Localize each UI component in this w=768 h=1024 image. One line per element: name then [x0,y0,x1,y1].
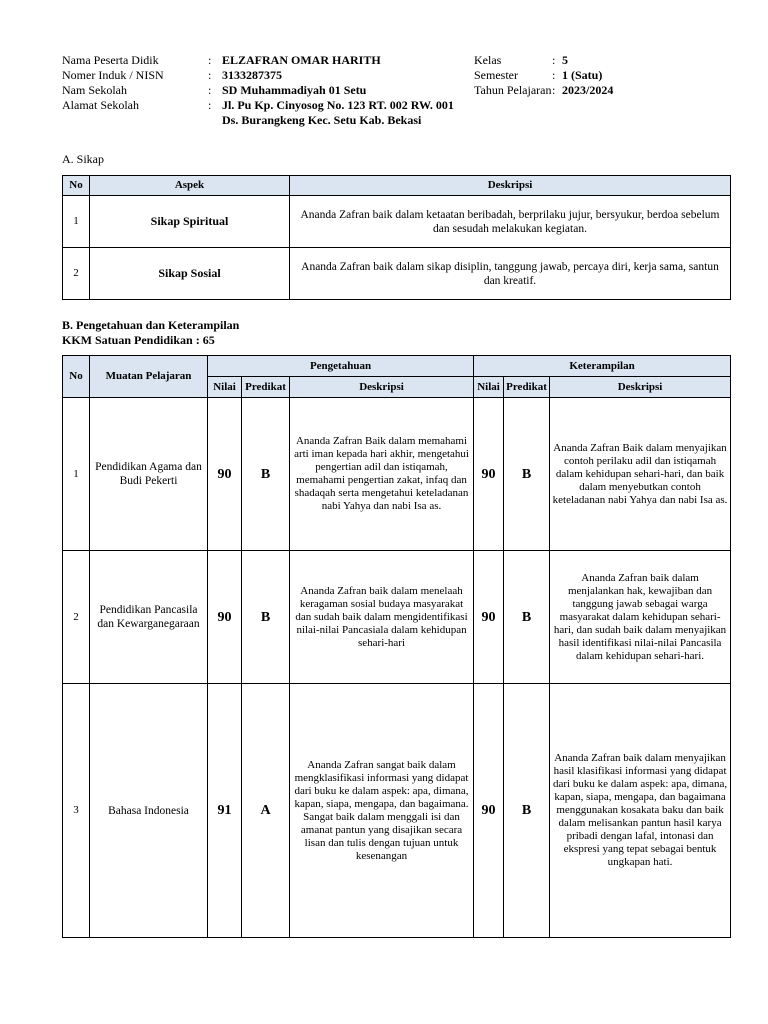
identity-row-alamat [62,98,682,113]
pengetahuan-header-deskripsi: Deskripsi [290,377,474,398]
nilai-header-row-1 [63,356,731,377]
keterampilan-header-deskripsi: Deskripsi [550,377,731,398]
tahun-separator: : [552,83,556,97]
nama-label: Nama Peserta Didik [62,53,159,67]
keterampilan-deskripsi: Ananda Zafran baik dalam menjalankan hak, kewajiban dan tanggung jawab sebagai warga masyarakat dalam kehidupan sehari-hari, dan sudah baik dalam menyajikan hasil identifikasi nilai-nilai Pancasila dalam kehidupan sehari-hari. [550,551,731,684]
identity-row-sekolah [62,83,682,98]
sikap-table [62,175,731,300]
nilai-header-muatan: Muatan Pelajaran [90,356,208,398]
mapel-no: 2 [63,551,90,684]
sekolah-value: SD Muhammadiyah 01 Setu [222,83,367,97]
nisn-separator: : [208,68,212,82]
keterampilan-deskripsi: Ananda Zafran Baik dalam menyajikan contoh perilaku adil dan istiqamah dalam kehidupan sehari-hari, dan baik dalam menyebutkan contoh keteladanan nabi Yahya dan nabi Isa as. [550,398,731,551]
pengetahuan-deskripsi: Ananda Zafran baik dalam menelaah keragaman sosial budaya masyarakat dan sudah baik dalam mengidentifikasi nilai-nilai Pancasiala dalam kehidupan sehari-hari [290,551,474,684]
nama-value: ELZAFRAN OMAR HARITH [222,53,381,67]
table-row [63,196,731,248]
nilai-header-no: No [63,356,90,398]
pengetahuan-deskripsi: Ananda Zafran sangat baik dalam mengklasifikasi informasi yang didapat dari buku ke dalam aspek: apa, dimana, kapan, siapa, mengapa, dan bagaimana. Sangat baik dalam menggali isi dan amanat pantun yang disajikan secara lisan dan tulis dengan tujuan untuk kesenangan [290,684,474,938]
keterampilan-nilai: 90 [474,551,504,684]
pengetahuan-predikat: B [242,551,290,684]
kelas-label: Kelas [474,53,502,67]
pengetahuan-nilai: 91 [208,684,242,938]
keterampilan-header-nilai: Nilai [474,377,504,398]
keterampilan-predikat: B [504,551,550,684]
table-row [63,684,731,938]
nilai-header-pengetahuan: Pengetahuan [208,356,474,377]
nilai-header-keterampilan: Keterampilan [474,356,731,377]
mapel-name: Pendidikan Pancasila dan Kewarganegaraan [90,551,208,684]
semester-separator: : [552,68,556,82]
sikap-header-deskripsi: Deskripsi [290,176,731,196]
sikap-header-aspek: Aspek [90,176,290,196]
nisn-value: 3133287375 [222,68,282,82]
alamat-value-line2: Ds. Burangkeng Kec. Setu Kab. Bekasi [222,113,422,127]
sikap-deskripsi: Ananda Zafran baik dalam sikap disiplin, tanggung jawab, percaya diri, kerja sama, santun dan kreatif. [290,248,731,300]
semester-label: Semester [474,68,518,82]
kelas-separator: : [552,53,556,67]
sikap-header-no: No [63,176,90,196]
sikap-header-row [63,176,731,196]
alamat-label: Alamat Sekolah [62,98,139,112]
student-identity [62,53,682,128]
identity-row-nisn [62,68,682,83]
table-row [63,398,731,551]
identity-row-nama [62,53,682,68]
keterampilan-nilai: 90 [474,684,504,938]
tahun-value: 2023/2024 [562,83,614,97]
pengetahuan-deskripsi: Ananda Zafran Baik dalam memahami arti iman kepada hari akhir, mengetahui pengertian adil dan istiqamah, memahami pengertian zakat, infaq dan shadaqah serta mengetahui keteladanan nabi Yahya dan nabi Isa as. [290,398,474,551]
sikap-aspek: Sikap Sosial [90,248,290,300]
semester-value: 1 (Satu) [562,68,603,82]
identity-row-alamat-2 [62,113,682,128]
sikap-no: 2 [63,248,90,300]
keterampilan-nilai: 90 [474,398,504,551]
mapel-no: 3 [63,684,90,938]
sekolah-label: Nam Sekolah [62,83,127,97]
pengetahuan-header-predikat: Predikat [242,377,290,398]
table-row [63,551,731,684]
section-a-title: A. Sikap [62,152,104,166]
pengetahuan-predikat: A [242,684,290,938]
mapel-name: Pendidikan Agama dan Budi Pekerti [90,398,208,551]
sikap-deskripsi: Ananda Zafran baik dalam ketaatan beribadah, berprilaku jujur, bersyukur, berdoa sebelum dan sesudah melakukan kegiatan. [290,196,731,248]
sekolah-separator: : [208,83,212,97]
nama-separator: : [208,53,212,67]
sikap-no: 1 [63,196,90,248]
alamat-separator: : [208,98,212,112]
section-b-title: B. Pengetahuan dan Keterampilan [62,318,240,332]
keterampilan-deskripsi: Ananda Zafran baik dalam menyajikan hasil klasifikasi informasi yang didapat dari buku ke dalam aspek: apa, dimana, kapan, siapa, mengapa, dan bagaimana menggunakan kosakata baku dan baik dalam melisankan pantun hasil karya pribadi dengan lafal, intonasi dan ekspresi yang tepat sebagai bentuk ungkapan hati. [550,684,731,938]
kelas-value: 5 [562,53,568,67]
nilai-table [62,355,731,938]
keterampilan-predikat: B [504,398,550,551]
pengetahuan-nilai: 90 [208,398,242,551]
sikap-aspek: Sikap Spiritual [90,196,290,248]
keterampilan-header-predikat: Predikat [504,377,550,398]
keterampilan-predikat: B [504,684,550,938]
tahun-label: Tahun Pelajaran [474,83,552,97]
table-row [63,248,731,300]
mapel-name: Bahasa Indonesia [90,684,208,938]
pengetahuan-predikat: B [242,398,290,551]
pengetahuan-nilai: 90 [208,551,242,684]
kkm-label: KKM Satuan Pendidikan : 65 [62,333,215,347]
nisn-label: Nomer Induk / NISN [62,68,164,82]
mapel-no: 1 [63,398,90,551]
pengetahuan-header-nilai: Nilai [208,377,242,398]
alamat-value-line1: Jl. Pu Kp. Cinyosog No. 123 RT. 002 RW. 001 [222,98,454,112]
